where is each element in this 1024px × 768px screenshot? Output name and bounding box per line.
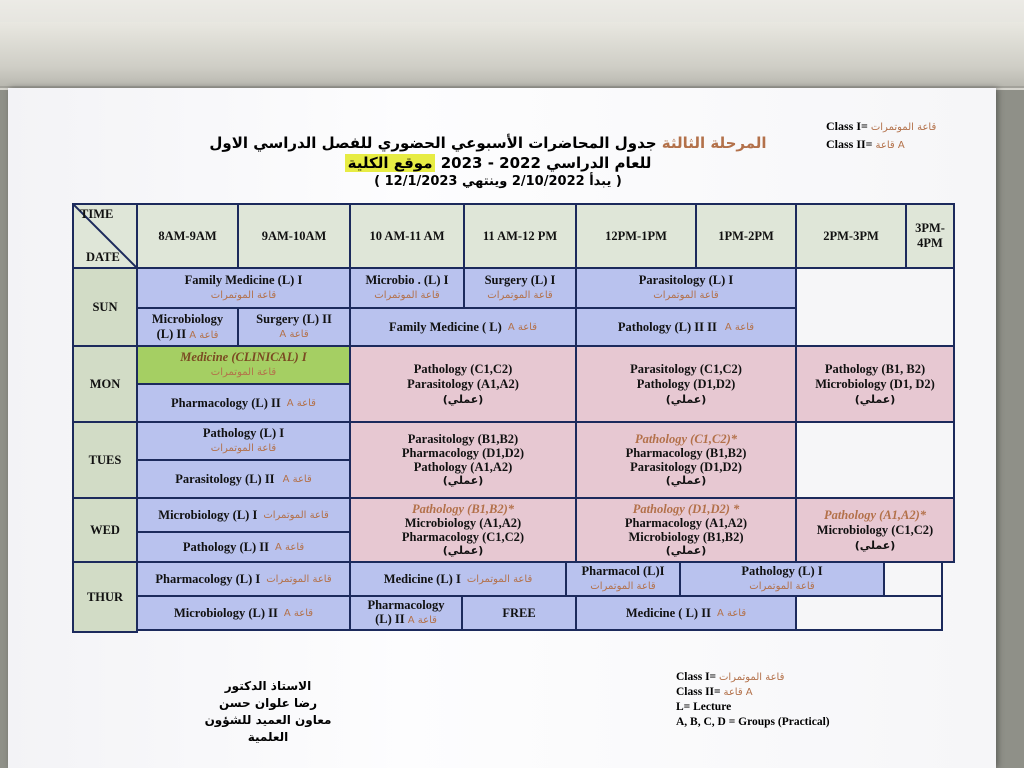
top-legend bbox=[826, 118, 936, 154]
course: Parasitology (L) II bbox=[175, 471, 275, 486]
practical-tag: (عملي) bbox=[665, 474, 707, 487]
room: قاعة الموتمرات bbox=[263, 509, 329, 521]
legend-class2-label: Class II= bbox=[676, 686, 721, 698]
practical-tag: (عملي) bbox=[854, 392, 896, 406]
day-label: MON bbox=[72, 345, 138, 423]
corner-date-label: DATE bbox=[86, 250, 120, 264]
practical-cell bbox=[575, 345, 797, 423]
group-line: Pharmacology (B1,B2) bbox=[625, 446, 747, 460]
group-line: Pathology (D1,D2) * bbox=[632, 502, 740, 516]
class-cell bbox=[136, 267, 351, 309]
class-cell bbox=[575, 307, 797, 347]
class-cell bbox=[136, 421, 351, 461]
time-header: 8AM-9AM bbox=[136, 203, 239, 269]
practical-cell bbox=[795, 345, 955, 423]
legend-groups: A, B, C, D = Groups (Practical) bbox=[676, 716, 830, 728]
class-cell bbox=[136, 459, 351, 499]
time-header: 12PM-1PM bbox=[575, 203, 697, 269]
corner-time-label: TIME bbox=[80, 207, 114, 221]
signature-name: رضا علوان حسن bbox=[219, 696, 317, 710]
schedule-sheet bbox=[8, 88, 996, 768]
group-line: Pathology (B1,B2)* bbox=[411, 502, 515, 516]
group-line: Pathology (C1,C2) bbox=[413, 361, 513, 376]
group-line: Pathology (A1,A2)* bbox=[823, 507, 927, 522]
room: A قاعة bbox=[507, 321, 537, 333]
group-line: Microbiology (A1,A2) bbox=[404, 516, 522, 530]
room: A قاعة bbox=[716, 607, 747, 619]
empty-cell bbox=[795, 595, 943, 631]
timetable bbox=[72, 203, 962, 635]
course: Pathology (L) II bbox=[182, 539, 269, 554]
corner-cell bbox=[72, 203, 138, 269]
group-line: Microbiology (B1,B2) bbox=[628, 530, 744, 544]
class-cell bbox=[565, 561, 681, 597]
legend-class2-value: قاعة A bbox=[723, 687, 753, 698]
course: Family Medicine (L) I bbox=[184, 273, 303, 287]
class-cell bbox=[136, 497, 351, 533]
class-cell bbox=[349, 561, 567, 597]
practical-cell bbox=[349, 497, 577, 563]
empty-cell bbox=[795, 267, 955, 347]
class-cell bbox=[575, 595, 797, 631]
practical-tag: (عملي) bbox=[665, 544, 707, 557]
practical-cell bbox=[575, 497, 797, 563]
course: Microbiology (L) II bbox=[173, 605, 278, 620]
time-header: 2PM-3PM bbox=[795, 203, 907, 269]
time-header: 9AM-10AM bbox=[237, 203, 351, 269]
legend-class1-label: Class I= bbox=[826, 119, 868, 133]
room: قاعة الموتمرات bbox=[466, 573, 533, 585]
group-line: Pathology (C1,C2)* bbox=[634, 432, 738, 446]
practical-tag: (عملي) bbox=[665, 392, 707, 406]
course-part: (L) II bbox=[156, 326, 187, 341]
schedule-title: جدول المحاضرات الأسبوعي الحضوري للفصل الدراسي الاول bbox=[209, 134, 657, 152]
practical-cell bbox=[349, 421, 577, 499]
course: Pharmacology (L) I bbox=[155, 571, 261, 586]
group-line: Pharmacology (C1,C2) bbox=[401, 530, 525, 544]
group-line: Pharmacology (A1,A2) bbox=[624, 516, 748, 530]
course: Pharmacology bbox=[367, 598, 445, 612]
whiteboard-rail bbox=[0, 22, 1024, 88]
practical-tag: (عملي) bbox=[442, 392, 484, 406]
legend-class1-value: قاعة الموتمرات bbox=[870, 122, 937, 133]
practical-cell bbox=[575, 421, 797, 499]
day-label: TUES bbox=[72, 421, 138, 499]
class-cell bbox=[136, 345, 351, 385]
class-cell bbox=[463, 267, 577, 309]
course: Medicine (CLINICAL) I bbox=[180, 350, 307, 364]
class-cell bbox=[136, 595, 351, 631]
group-line: Microbiology (D1, D2) bbox=[815, 376, 935, 391]
room: قاعة الموتمرات bbox=[749, 581, 815, 592]
course: Microbiology (L) I bbox=[158, 507, 258, 522]
class-cell bbox=[349, 595, 463, 631]
title-line-2 bbox=[308, 154, 688, 172]
day-label: THUR bbox=[72, 561, 138, 633]
course-part: (L) II bbox=[375, 612, 405, 626]
room: A قاعة bbox=[724, 321, 755, 333]
signature-title: الاستاذ الدكتور bbox=[224, 679, 312, 693]
room: قاعة الموتمرات bbox=[374, 290, 440, 301]
course: Parasitology (L) I bbox=[638, 273, 734, 287]
course: Medicine (L) I bbox=[383, 571, 461, 586]
course: Family Medicine ( L) bbox=[388, 319, 502, 334]
course: Surgery (L) I bbox=[484, 273, 556, 287]
practical-tag: (عملي) bbox=[442, 544, 484, 557]
course: Pathology (L) I bbox=[741, 564, 823, 578]
group-line: Pathology (A1,A2) bbox=[413, 460, 513, 474]
day-label: WED bbox=[72, 497, 138, 563]
class-cell bbox=[461, 595, 577, 631]
bottom-legend bbox=[676, 670, 830, 730]
group-line: Parasitology (C1,C2) bbox=[630, 361, 742, 376]
course: Pharmacol (L)I bbox=[581, 564, 665, 578]
group-line: Pathology (D1,D2) bbox=[636, 376, 736, 391]
practical-tag: (عملي) bbox=[442, 474, 484, 487]
room: A قاعة bbox=[189, 329, 219, 341]
course: FREE bbox=[502, 605, 536, 620]
signature-position: معاون العميد للشؤون العلمية bbox=[204, 713, 332, 744]
room: قاعة الموتمرات bbox=[266, 573, 332, 585]
group-line: Pathology (B1, B2) bbox=[824, 361, 926, 376]
room: A قاعة bbox=[274, 541, 305, 553]
date-range: ( يبدأ 2/10/2022 وينتهي 12/1/2023 ) bbox=[374, 174, 622, 189]
time-header: 3PM-4PM bbox=[905, 203, 955, 269]
room: قاعة الموتمرات bbox=[653, 290, 719, 301]
signature-block bbox=[188, 678, 348, 746]
class-cell bbox=[237, 307, 351, 347]
day-label: SUN bbox=[72, 267, 138, 347]
course: Microbiology bbox=[151, 311, 224, 326]
class-cell bbox=[136, 561, 351, 597]
room: A قاعة bbox=[282, 473, 312, 485]
legend-class2-label: Class II= bbox=[826, 137, 873, 151]
title-line-1 bbox=[208, 134, 768, 152]
practical-cell bbox=[349, 345, 577, 423]
stage-label: المرحلة الثالثة bbox=[661, 134, 767, 152]
time-header: 11 AM-12 PM bbox=[463, 203, 577, 269]
room: A قاعة bbox=[407, 615, 437, 626]
course: Surgery (L) II bbox=[256, 312, 332, 326]
legend-lecture: L= Lecture bbox=[676, 701, 732, 713]
empty-cell bbox=[795, 421, 955, 499]
college-site-highlight: موقع الكلية bbox=[345, 154, 436, 172]
class-cell bbox=[575, 267, 797, 309]
class-cell bbox=[136, 531, 351, 563]
group-line: Parasitology (D1,D2) bbox=[630, 460, 742, 474]
course: Pathology (L) I bbox=[202, 426, 285, 440]
class-cell bbox=[136, 307, 239, 347]
room: A قاعة bbox=[279, 329, 309, 340]
group-line: Parasitology (A1,A2) bbox=[407, 376, 519, 391]
course: Pathology (L) II II bbox=[617, 319, 717, 334]
room: قاعة الموتمرات bbox=[210, 443, 277, 454]
class-cell bbox=[136, 383, 351, 423]
room: A قاعة bbox=[286, 397, 316, 409]
course: Microbio . (L) I bbox=[365, 273, 449, 287]
group-line: Pharmacology (D1,D2) bbox=[401, 446, 525, 460]
empty-cell bbox=[883, 561, 943, 597]
group-line: Parasitology (B1,B2) bbox=[407, 432, 519, 446]
legend-class1-label: Class I= bbox=[676, 671, 717, 683]
practical-cell bbox=[795, 497, 955, 563]
group-line: Microbiology (C1,C2) bbox=[816, 522, 934, 537]
room: قاعة الموتمرات bbox=[210, 290, 277, 301]
legend-class2-value: قاعة A bbox=[875, 140, 905, 151]
room: A قاعة bbox=[283, 607, 314, 619]
room: قاعة الموتمرات bbox=[590, 581, 656, 592]
class-cell bbox=[679, 561, 885, 597]
practical-tag: (عملي) bbox=[854, 538, 896, 552]
course: Medicine ( L) II bbox=[625, 605, 711, 620]
room: قاعة الموتمرات bbox=[210, 367, 277, 378]
class-cell bbox=[349, 307, 577, 347]
time-header: 10 AM-11 AM bbox=[349, 203, 465, 269]
legend-class1-value: قاعة الموتمرات bbox=[718, 672, 785, 683]
class-cell bbox=[349, 267, 465, 309]
course: Pharmacology (L) II bbox=[171, 395, 281, 410]
room: قاعة الموتمرات bbox=[487, 290, 553, 301]
academic-year: للعام الدراسي 2022 - 2023 bbox=[440, 154, 652, 172]
time-header: 1PM-2PM bbox=[695, 203, 797, 269]
